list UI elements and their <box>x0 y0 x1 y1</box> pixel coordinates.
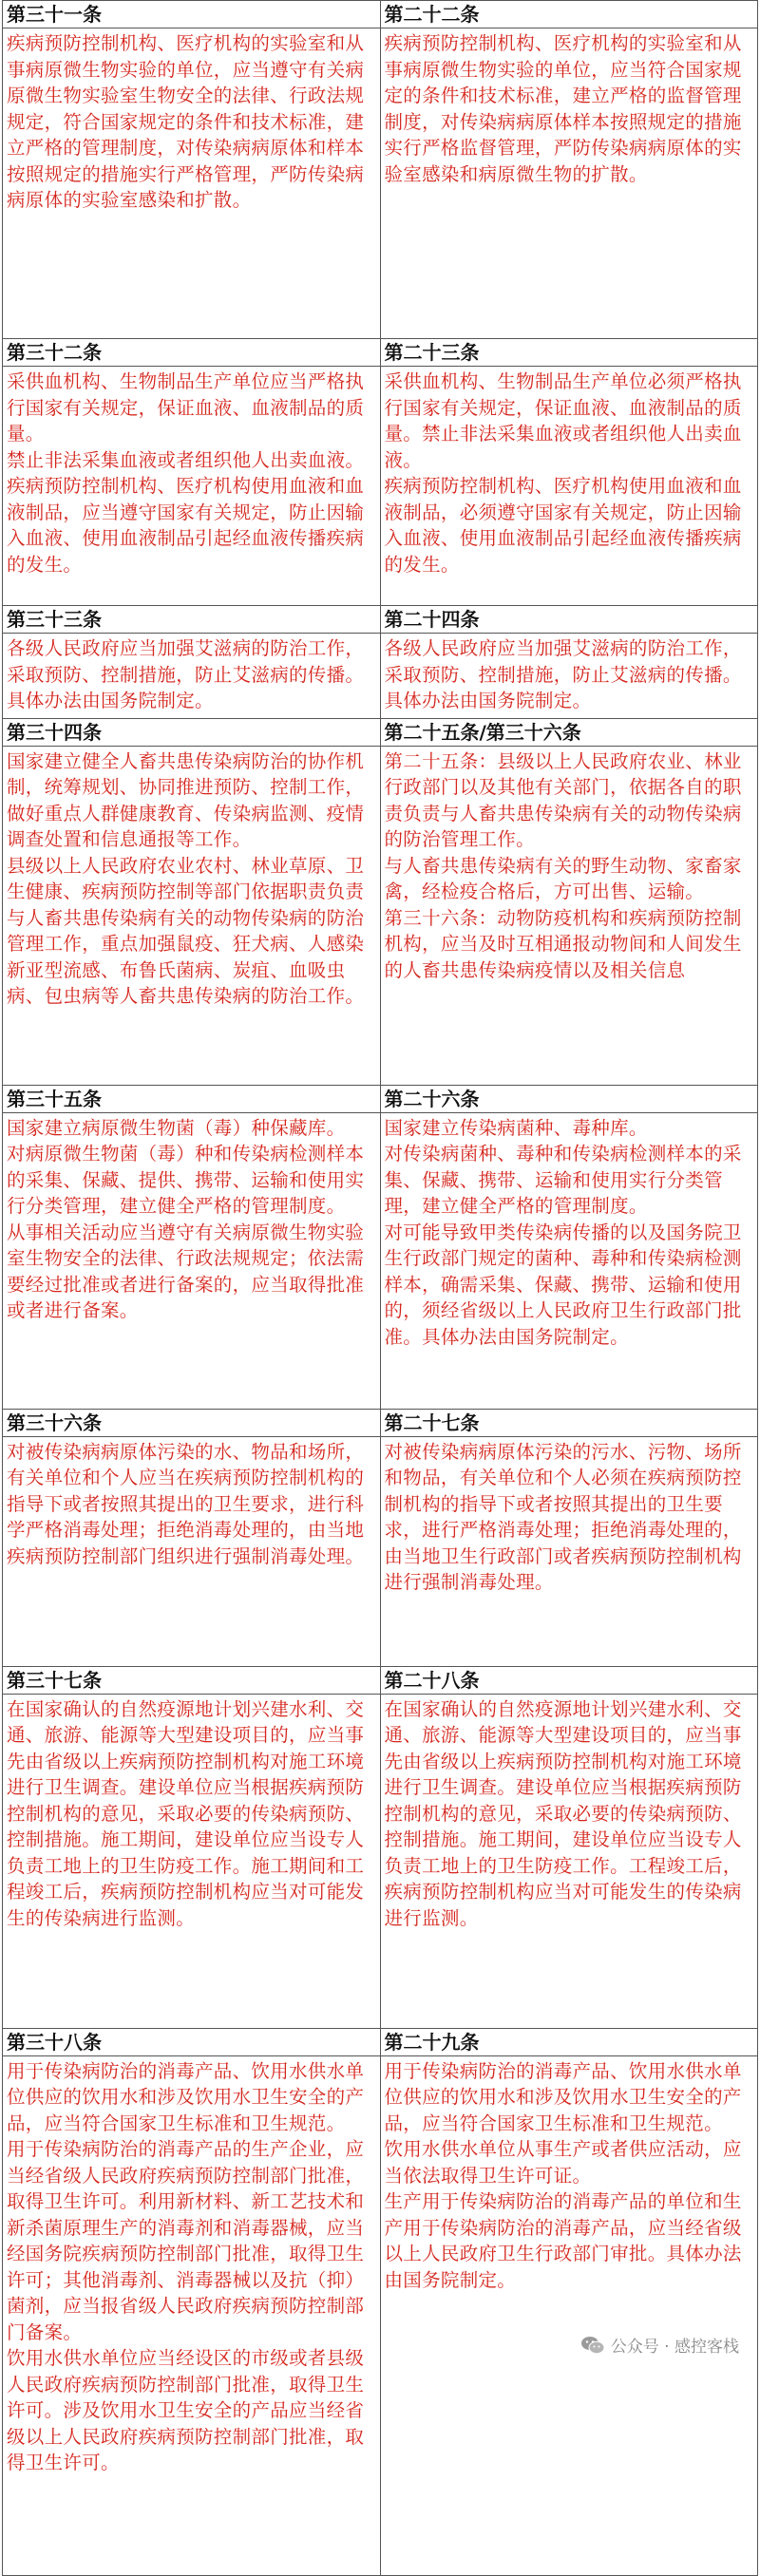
new-article-number: 第三十七条 <box>3 1666 381 1694</box>
article-paragraph: 疾病预防控制机构、医疗机构的实验室和从事病原微生物实验的单位，应当符合国家规定的条件和技术标准，建立严格的监督管理制度，对传染病病原体样本按照规定的措施实行严格监督管理，严防传染病病原体的实验室感染和病原微生物的扩散。 <box>384 32 742 185</box>
article-paragraph: 国家建立健全人畜共患传染病防治的协作机制，统筹规划、协同推进预防、控制工作，做好重点人群健康教育、传染病监测、疫情调查处置和信息通报等工作。 <box>7 749 365 850</box>
article-paragraph: 采供血机构、生物制品生产单位必须严格执行国家有关规定，保证血液、血液制品的质量。禁止非法采集血液或者组织他人出卖血液。 <box>384 370 742 471</box>
old-article-number: 第二十七条 <box>380 1409 758 1436</box>
article-header-row <box>3 1666 758 1694</box>
article-body-row <box>3 746 758 1085</box>
new-article-text <box>3 1112 381 1409</box>
article-header-row <box>3 1409 758 1436</box>
new-article-number: 第三十三条 <box>3 606 381 634</box>
new-article-text <box>3 634 381 719</box>
article-paragraph: 生产用于传染病防治的消毒产品的单位和生产用于传染病防治的消毒产品，应当经省级以上人民政府卫生行政部门审批。具体办法由国务院制定。 <box>384 2190 742 2291</box>
article-paragraph: 用于传染病防治的消毒产品、饮用水供水单位供应的饮用水和涉及饮用水卫生安全的产品，应当符合国家卫生标准和卫生规范。 <box>7 2059 365 2134</box>
wechat-icon <box>580 2336 605 2355</box>
article-paragraph: 对被传染病病原体污染的污水、污物、场所和物品，有关单位和个人必须在疾病预防控制机构的指导下或者按照其提出的卫生要求，进行严格消毒处理；拒绝消毒处理的，由当地卫生行政部门或者疾病预防控制机构进行强制消毒处理。 <box>384 1440 742 1593</box>
article-header-row <box>3 606 758 634</box>
new-article-text <box>3 28 381 339</box>
new-article-text <box>3 367 381 606</box>
article-paragraph: 对被传染病病原体污染的水、物品和场所，有关单位和个人应当在疾病预防控制机构的指导下或者按照其提出的卫生要求，进行科学严格消毒处理；拒绝消毒处理的，由当地疾病预防控制部门组织进行强制消毒处理。 <box>7 1440 365 1567</box>
old-article-number: 第二十二条 <box>380 1 758 28</box>
new-article-number: 第三十一条 <box>3 1 381 28</box>
old-article-text <box>380 634 758 719</box>
new-article-number: 第三十六条 <box>3 1409 381 1436</box>
old-article-number: 第二十六条 <box>380 1085 758 1112</box>
article-header-row <box>3 2028 758 2055</box>
old-article-number: 第二十九条 <box>380 2028 758 2055</box>
watermark-text: 公众号 · 感控客栈 <box>610 2338 739 2357</box>
article-paragraph: 采供血机构、生物制品生产单位应当严格执行国家有关规定，保证血液、血液制品的质量。 <box>7 370 365 445</box>
article-paragraph: 疾病预防控制机构、医疗机构使用血液和血液制品，必须遵守国家有关规定，防止因输入血液、使用血液制品引起经血液传播疾病的发生。 <box>384 475 742 576</box>
new-article-number: 第三十二条 <box>3 339 381 367</box>
new-article-number: 第三十八条 <box>3 2028 381 2055</box>
article-body-row <box>3 2055 758 2575</box>
new-article-number: 第三十五条 <box>3 1085 381 1112</box>
article-paragraph: 对传染病菌种、毒种和传染病检测样本的采集、保藏、携带、运输和使用实行分类管理，建立健全严格的管理制度。 <box>384 1143 742 1217</box>
old-article-text <box>380 367 758 606</box>
article-body-row <box>3 634 758 719</box>
watermark <box>580 2333 739 2357</box>
article-paragraph: 饮用水供水单位从事生产或者供应活动，应当依法取得卫生许可证。 <box>384 2138 742 2187</box>
old-article-number: 第二十四条 <box>380 606 758 634</box>
new-article-number: 第三十四条 <box>3 718 381 746</box>
article-paragraph: 各级人民政府应当加强艾滋病的防治工作，采取预防、控制措施，防止艾滋病的传播。具体办法由国务院制定。 <box>7 637 365 711</box>
article-header-row <box>3 718 758 746</box>
old-article-number: 第二十三条 <box>380 339 758 367</box>
old-article-text <box>380 746 758 1085</box>
new-article-text <box>3 1436 381 1666</box>
article-paragraph: 第三十六条：动物防疫机构和疾病预防控制机构，应当及时互相通报动物间和人间发生的人畜共患传染病疫情以及相关信息 <box>384 906 742 981</box>
new-article-text <box>3 746 381 1085</box>
article-paragraph: 在国家确认的自然疫源地计划兴建水利、交通、旅游、能源等大型建设项目的，应当事先由省级以上疾病预防控制机构对施工环境进行卫生调查。建设单位应当根据疾病预防控制机构的意见，采取必要的传染病预防、控制措施。施工期间，建设单位应当设专人负责工地上的卫生防疫工作。工程竣工后，疾病预防控制机构应当对可能发生的传染病进行监测。 <box>384 1697 742 1929</box>
article-body-row <box>3 1694 758 2028</box>
article-header-row <box>3 1085 758 1112</box>
old-article-text <box>380 1436 758 1666</box>
article-paragraph: 在国家确认的自然疫源地计划兴建水利、交通、旅游、能源等大型建设项目的，应当事先由省级以上疾病预防控制机构对施工环境进行卫生调查。建设单位应当根据疾病预防控制机构的意见，采取必要的传染病预防、控制措施。施工期间，建设单位应当设专人负责工地上的卫生防疫工作。施工期间和工程竣工后，疾病预防控制机构应当对可能发生的传染病进行监测。 <box>7 1697 365 1929</box>
article-header-row <box>3 1 758 28</box>
article-paragraph: 用于传染病防治的消毒产品、饮用水供水单位供应的饮用水和涉及饮用水卫生安全的产品，应当符合国家卫生标准和卫生规范。 <box>384 2059 742 2134</box>
new-article-text <box>3 1694 381 2028</box>
article-paragraph: 用于传染病防治的消毒产品的生产企业，应当经省级人民政府疾病预防控制部门批准，取得卫生许可。利用新材料、新工艺技术和新杀菌原理生产的消毒剂和消毒器械，应当经国务院疾病预防控制部门批准，取得卫生许可；其他消毒剂、消毒器械以及抗（抑）菌剂，应当报省级人民政府疾病预防控制部门备案。 <box>7 2138 365 2343</box>
old-article-text <box>380 2055 758 2575</box>
article-paragraph: 禁止非法采集血液或者组织他人出卖血液。疾病预防控制机构、医疗机构使用血液和血液制品，应当遵守国家有关规定，防止因输入血液、使用血液制品引起经血液传播疾病的发生。 <box>7 448 365 576</box>
article-body-row <box>3 28 758 339</box>
article-paragraph: 与人畜共患传染病有关的野生动物、家畜家禽，经检疫合格后，方可出售、运输。 <box>384 854 742 902</box>
article-body-row <box>3 367 758 606</box>
article-paragraph: 对病原微生物菌（毒）种和传染病检测样本的采集、保藏、提供、携带、运输和使用实行分类管理，建立健全严格的管理制度。 <box>7 1143 365 1217</box>
article-paragraph: 对可能导致甲类传染病传播的以及国务院卫生行政部门规定的菌种、毒种和传染病检测样本，确需采集、保藏、携带、运输和使用的，须经省级以上人民政府卫生行政部门批准。具体办法由国务院制定。 <box>384 1221 742 1348</box>
old-article-text <box>380 1694 758 2028</box>
article-paragraph: 县级以上人民政府农业农村、林业草原、卫生健康、疾病预防控制等部门依据职责负责与人畜共患传染病有关的动物传染病的防治管理工作，重点加强鼠疫、狂犬病、人感染新亚型流感、布鲁氏菌病、炭疽、血吸虫病、包虫病等人畜共患传染病的防治工作。 <box>7 854 365 1007</box>
old-article-number: 第二十八条 <box>380 1666 758 1694</box>
article-paragraph: 国家建立传染病菌种、毒种库。 <box>384 1116 648 1139</box>
article-body-row <box>3 1112 758 1409</box>
old-article-text <box>380 28 758 339</box>
article-header-row <box>3 339 758 367</box>
article-paragraph: 国家建立病原微生物菌（毒）种保藏库。 <box>7 1116 346 1139</box>
article-paragraph: 饮用水供水单位应当经设区的市级或者县级人民政府疾病预防控制部门批准，取得卫生许可。涉及饮用水卫生安全的产品应当经省级以上人民政府疾病预防控制部门批准，取得卫生许可。 <box>7 2347 365 2473</box>
new-article-text <box>3 2055 381 2575</box>
article-paragraph: 各级人民政府应当加强艾滋病的防治工作，采取预防、控制措施，防止艾滋病的传播。具体办法由国务院制定。 <box>384 637 742 711</box>
article-body-row <box>3 1436 758 1666</box>
old-article-text <box>380 1112 758 1409</box>
old-article-number: 第二十五条/第三十六条 <box>380 718 758 746</box>
comparison-table <box>2 0 758 2576</box>
article-paragraph: 从事相关活动应当遵守有关病原微生物实验室生物安全的法律、行政法规规定；依法需要经过批准或者进行备案的，应当取得批准或者进行备案。 <box>7 1221 365 1321</box>
article-paragraph: 疾病预防控制机构、医疗机构的实验室和从事病原微生物实验的单位，应当遵守有关病原微生物实验室生物安全的法律、行政法规规定，符合国家规定的条件和技术标准，建立严格的管理制度，对传染病病原体和样本按照规定的措施实行严格管理，严防传染病病原体的实验室感染和扩散。 <box>7 32 365 211</box>
article-paragraph: 第二十五条：县级以上人民政府农业、林业行政部门以及其他有关部门，依据各自的职责负责与人畜共患传染病有关的动物传染病的防治管理工作。 <box>384 749 742 850</box>
